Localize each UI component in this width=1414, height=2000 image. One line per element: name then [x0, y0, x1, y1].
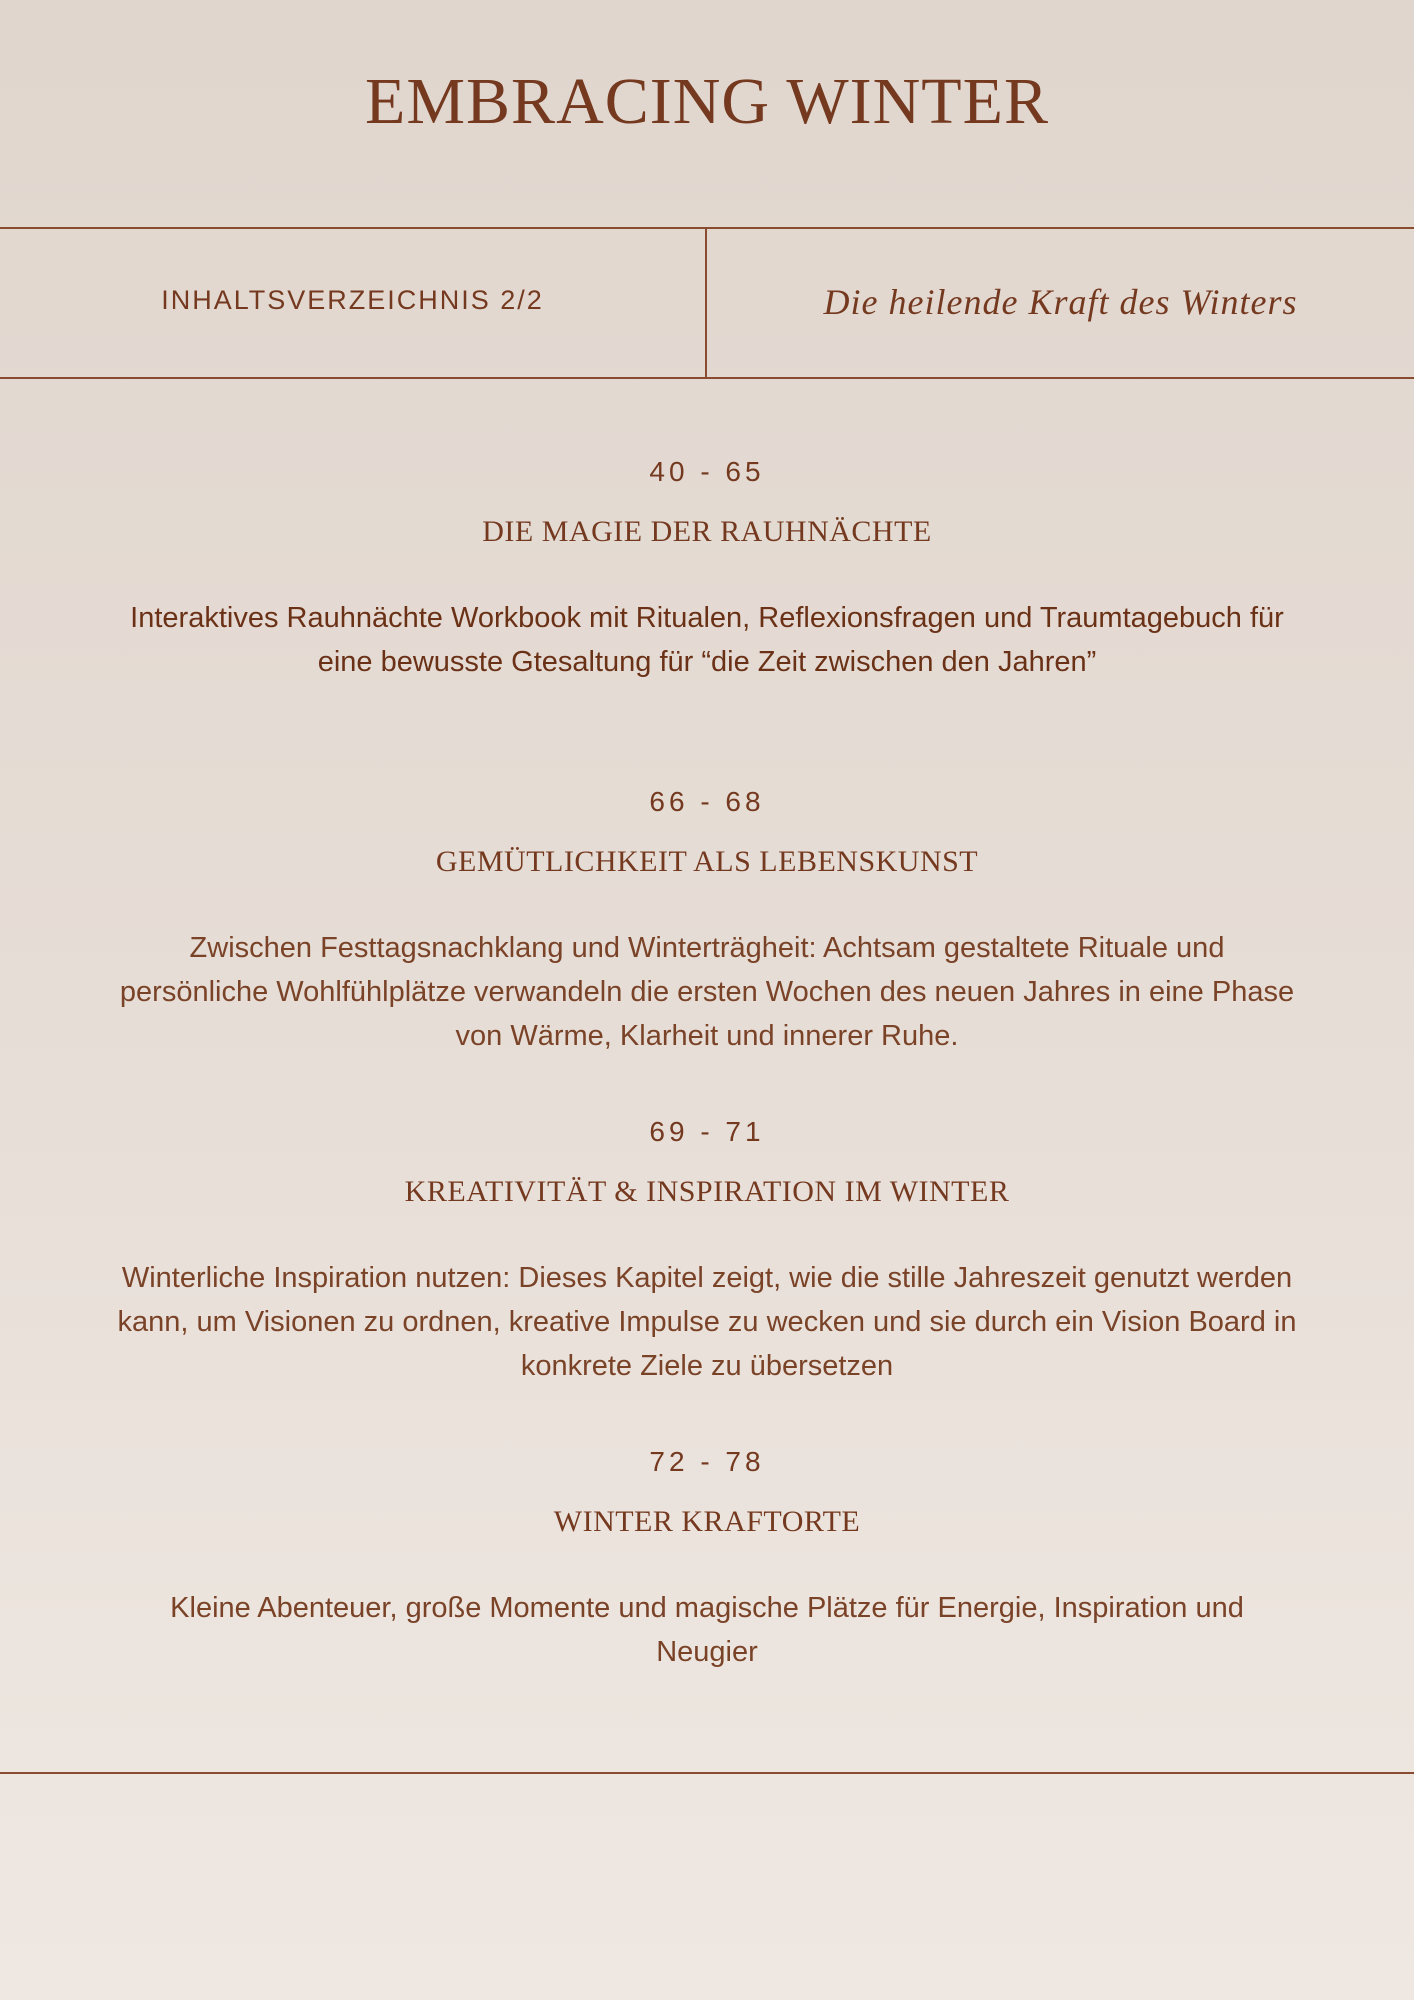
page-title: EMBRACING WINTER — [365, 65, 1049, 138]
section-title: WINTER KRAFTORTE — [553, 1505, 861, 1538]
toc-section — [0, 784, 1414, 1058]
section-page-range: 66 - 68 — [649, 786, 765, 817]
footer-divider — [0, 1772, 1414, 1774]
toc-section — [0, 454, 1414, 684]
toc-section — [0, 1444, 1414, 1674]
section-description: Zwischen Festtagsnachklang und Winterträgheit: Achtsam gestaltete Rituale und persönliche Wohlfühlplätze verwandeln die ersten Wochen des neuen Jahres in eine Phase von Wärme, Klarheit und innerer Ruhe. — [119, 932, 1295, 1052]
section-description: Kleine Abenteuer, große Momente und magische Plätze für Energie, Inspiration und Neugier — [170, 1592, 1244, 1668]
section-title: KREATIVITÄT & INSPIRATION IM WINTER — [404, 1175, 1010, 1208]
section-description: Winterliche Inspiration nutzen: Dieses Kapitel zeigt, wie die stille Jahreszeit genutzt werden kann, um Visionen zu ordnen, kreative Impulse zu wecken und sie durch ein Vision Board in konkrete Ziele zu übersetzen — [117, 1262, 1297, 1382]
header-divider-bottom — [0, 377, 1414, 379]
toc-label: INHALTSVERZEICHNIS 2/2 — [161, 285, 544, 315]
section-description: Interaktives Rauhnächte Workbook mit Ritualen, Reflexionsfragen und Traumtagebuch für eine bewusste Gtesaltung für “die Zeit zwischen den Jahren” — [130, 602, 1284, 678]
header-divider-top — [0, 227, 1414, 229]
section-title: DIE MAGIE DER RAUHNÄCHTE — [482, 515, 932, 548]
book-subtitle: Die heilende Kraft des Winters — [823, 282, 1298, 322]
toc-section — [0, 1114, 1414, 1388]
section-title: GEMÜTLICHKEIT ALS LEBENSKUNST — [435, 845, 979, 878]
section-page-range: 69 - 71 — [649, 1116, 765, 1147]
section-page-range: 72 - 78 — [649, 1446, 765, 1477]
section-page-range: 40 - 65 — [649, 456, 765, 487]
